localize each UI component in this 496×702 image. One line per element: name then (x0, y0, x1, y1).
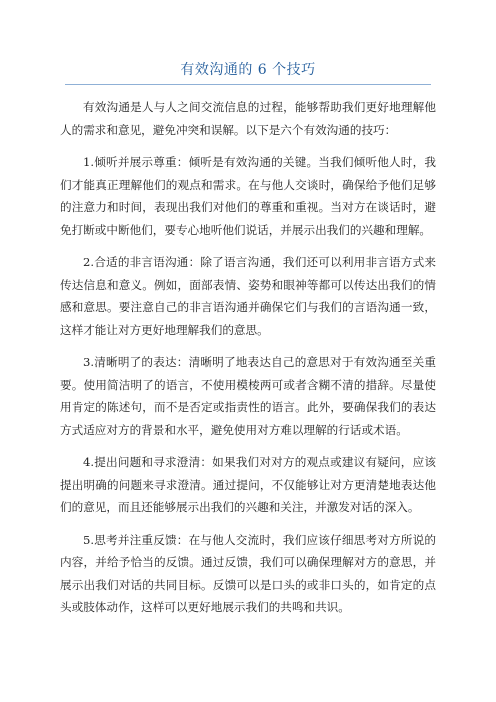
document-title: 有效沟通的 6 个技巧 (180, 62, 316, 78)
document-body (60, 96, 436, 629)
tip-4-paragraph: 4.提出问题和寻求澄清：如果我们对对方的观点或建议有疑问，应该提出明确的问题来寻求澄清。通过提问，不仅能够让对方更清楚地表达他们的意见，而且还能够展示出我们的兴趣和关注，并激发对话的深入。 (60, 455, 436, 514)
tip-5-paragraph: 5.思考并注重反馈：在与他人交流时，我们应该仔细思考对方所说的内容，并给予恰当的反馈。通过反馈，我们可以确保理解对方的意思，并展示出我们对话的共同目标。反馈可以是口头的或非口头的，如肯定的点头或肢体动作，这样可以更好地展示我们的共鸣和共识。 (60, 532, 436, 614)
tip-3-paragraph: 3.清晰明了的表达：清晰明了地表达自己的意思对于有效沟通至关重要。使用简洁明了的语言，不使用模棱两可或者含糊不清的措辞。尽量使用肯定的陈述句，而不是否定或指责性的语言。此外，要确保我们的表达方式适应对方的背景和水平，避免使用对方难以理解的行话或术语。 (60, 355, 436, 437)
title-underline (65, 84, 431, 85)
tip-1-paragraph: 1.倾听并展示尊重：倾听是有效沟通的关键。当我们倾听他人时，我们才能真正理解他们的观点和需求。在与他人交谈时，确保给予他们足够的注意力和时间，表现出我们对他们的尊重和重视。当对方在谈话时，避免打断或中断他们，要专心地听他们说话，并展示出我们的兴趣和理解。 (60, 155, 436, 237)
tip-2-paragraph: 2.合适的非言语沟通：除了语言沟通，我们还可以利用非言语方式来传达信息和意义。例如，面部表情、姿势和眼神等都可以传达出我们的情感和意思。要注意自己的非言语沟通并确保它们与我们的言语沟通一致，这样才能让对方更好地理解我们的意思。 (60, 255, 436, 337)
intro-paragraph: 有效沟通是人与人之间交流信息的过程，能够帮助我们更好地理解他人的需求和意见，避免冲突和误解。以下是六个有效沟通的技巧： (60, 100, 436, 137)
